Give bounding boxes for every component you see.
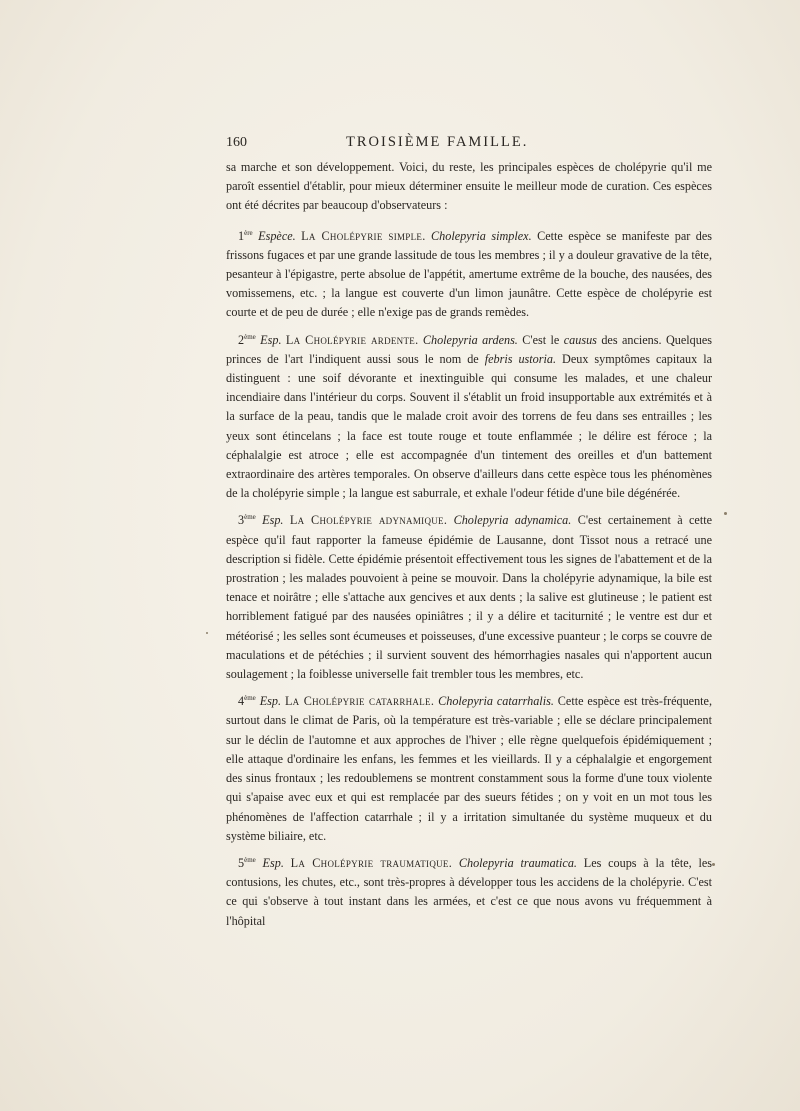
species-name: La Cholépyrie catarrhale. [284,694,435,709]
intro-paragraph: sa marche et son développement. Voici, du reste, les principales espèces de cholépyrie qu'il me paroît essentiel d'établir, pour mieux déterminer ensuite le meilleur mode de curation. Ces espèces ont été décrites par beaucoup d'observateurs : [226,160,712,213]
species-latin: Cholepyria adynamica. [453,513,572,528]
species-paragraph-4 [226,692,712,846]
species-text: Cette espèce est très-fréquente, surtout dans le climat de Paris, où la température est très-variable ; elle se déclare principalement sur le déclin de l'automne et aux approches de l'hiver ; elle règne quelquefois épidémiquement ; elle attaque d'ordinaire les enfans, les femmes et les vieillards. Il y a céphalalgie et engorgement des sinus frontaux ; les redoublemens se montrent constamment sous la forme d'une toux violente qui s'apaise avec eux et qui est remplacée par des sueurs fétides ; on y voit en un mot tous les phénomènes de l'affection catarrhale ; il y a irritation simultanée du système muqueux et du système biliaire, etc. [226,694,713,843]
species-ordinal: 1 [238,228,245,243]
species-label: Espèce. [258,228,296,243]
paper-speck [724,512,727,515]
species-ordinal: 3 [238,513,245,528]
species-latin: Cholepyria catarrhalis. [438,694,554,709]
species-name: La Cholépyrie adynamique. [289,513,448,528]
species-latin: Cholepyria traumatica. [458,855,577,870]
paper-speck [206,632,208,634]
running-title: TROISIÈME FAMILLE. [346,134,529,150]
paper-speck [712,863,715,866]
species-text: des anciens. Quelques princes de l'art l'indiquent aussi sous le nom de [226,332,713,366]
species-label: Esp. [259,694,282,709]
species-latin: Cholepyria ardens. [422,332,518,347]
species-paragraph-2 [226,331,712,504]
species-paragraph-1 [226,227,712,323]
species-text: Deux symptômes capitaux la distinguent : une soif dévorante et inextinguible qui consume les malades, et une chaleur incendiaire dans l'intérieur du corps. Souvent il s'établit un froid insupportable aux extrémités et à la surface de la peau, tandis que le malade croit avoir des torrens de feu dans ses entrailles ; les yeux sont étincelans ; la face est toute rouge et toute enflammée ; le délire est féroce ; la céphalalgie est atroce ; elle est accompagnée d'un tintement des oreilles et d'un battement extraordinaire des artères temporales. On observe d'ailleurs dans cette espèce tous les phénomènes de la cholépyrie simple ; la langue est saburrale, et exhale l'odeur fétide d'une bile dégénérée. [226,351,713,501]
latin-term: causus [563,332,597,347]
species-ordinal: 5 [238,855,245,870]
species-text: Cette espèce se manifeste par des frissons fugaces et par une grande lassitude de tous les membres ; il y a douleur gravative de la tête, pesanteur à l'épigastre, perte absolue de l'appétit, amertume extrême de la bouche, des nausées, des vomissemens, etc. ; la langue est couverte d'un limon jaunâtre. Cette espèce de cholépyrie est courte et de peu de durée ; elle n'exige pas de grands remèdes. [226,228,713,320]
latin-term: febris ustoria. [484,351,557,366]
species-label: Esp. [262,855,284,870]
species-label: Esp. [262,513,284,528]
page-number: 160 [226,135,247,150]
ordinal-suffix: ème [244,513,256,522]
species-paragraph-5 [226,854,712,931]
species-text: C'est le [522,332,560,347]
species-name: La Cholépyrie traumatique. [290,855,453,870]
species-paragraph-3 [226,511,712,684]
ordinal-suffix: ème [244,855,256,864]
species-ordinal: 4 [238,694,245,709]
ordinal-suffix: ème [244,332,256,341]
species-name: La Cholépyrie ardente. [285,332,419,347]
ordinal-suffix: ère [244,228,253,237]
text-column [226,134,712,939]
ordinal-suffix: ème [244,694,256,703]
species-ordinal: 2 [238,332,245,347]
species-label: Esp. [260,332,282,347]
species-text: Les coups à la tête, les contusions, les chutes, etc., sont très-propres à développer tous les accidens de la cholépyrie. C'est ce qui s'observe à tout instant dans les armées, et c'est ce que nous avons vu fréquemment à l'hôpital [226,855,712,928]
species-latin: Cholepyria simplex. [431,228,532,243]
running-head [226,134,712,158]
species-text: C'est certainement à cette espèce qu'il faut rapporter la fameuse épidémie de Lausanne, dont Tissot nous a retracé une description si fidèle. Cette épidémie présentoit effectivement tous les signes de l'abattement et de la prostration ; les malades pouvoient à peine se mouvoir. Dans la cholépyrie adynamique, la bile est tenace et noirâtre ; elle s'attache aux gencives et aux dents ; la salive est glutineuse ; le patient est horriblement fatigué par des nausées opiniâtres ; il y a délire et taciturnité ; le ventre est dur et météorisé ; les selles sont écumeuses et poisseuses, d'une excessive puanteur ; le corps se couvre de maculations et de pétéchies ; il survient souvent des hémorrhagies nasales qui n'apportent aucun soulagement ; la foiblesse universelle fait trembler tous les membres, etc. [226,513,712,682]
species-name: La Cholépyrie simple. [301,228,426,243]
